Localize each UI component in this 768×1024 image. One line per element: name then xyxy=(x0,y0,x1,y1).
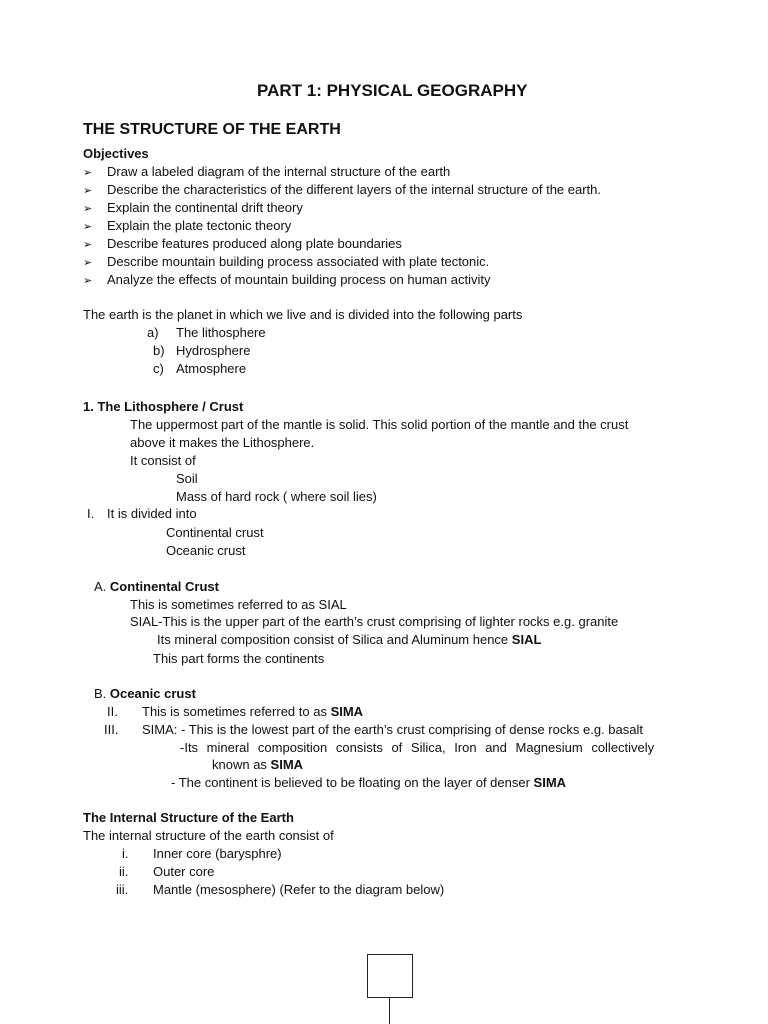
list-marker: iii. xyxy=(116,882,129,897)
arrow-bullet-icon: ➢ xyxy=(83,239,93,251)
lithosphere-heading: 1. The Lithosphere / Crust xyxy=(83,399,244,414)
list-marker: II. xyxy=(107,704,118,719)
objectives-heading: Objectives xyxy=(83,146,149,161)
consist-label: It consist of xyxy=(130,453,196,468)
arrow-bullet-icon: ➢ xyxy=(83,203,93,215)
internal-text: The internal structure of the earth consist of xyxy=(83,828,334,843)
internal-heading: The Internal Structure of the Earth xyxy=(83,810,294,825)
list-marker: III. xyxy=(104,722,119,737)
oceanic-floating: - The continent is believed to be floating on the layer of denser SIMA xyxy=(171,775,567,790)
objective-item: ➢ Explain the plate tectonic theory xyxy=(83,217,291,236)
lithosphere-desc-line2: above it makes the Lithosphere. xyxy=(130,435,315,450)
divided-line: I. It is divided into xyxy=(87,506,197,521)
continental-title: Continental Crust xyxy=(109,579,219,594)
arrow-bullet-icon: ➢ xyxy=(83,185,93,197)
intro-text: The earth is the planet in which we live and is divided into the following parts xyxy=(83,307,523,322)
list-marker: i. xyxy=(122,846,129,861)
arrow-bullet-icon: ➢ xyxy=(83,167,93,179)
objective-item: ➢ Describe features produced along plate boundaries xyxy=(83,235,402,254)
part-title: PART 1: PHYSICAL GEOGRAPHY xyxy=(257,81,528,100)
arrow-bullet-icon: ➢ xyxy=(83,221,93,233)
list-marker: a) xyxy=(147,325,159,340)
diagram-box xyxy=(367,954,413,998)
arrow-bullet-icon: ➢ xyxy=(83,257,93,269)
list-marker: ii. xyxy=(119,864,129,879)
objective-item: ➢ Draw a labeled diagram of the internal structure of the earth xyxy=(83,163,450,182)
continental-line2: SIAL-This is the upper part of the earth’s crust comprising of lighter rocks e.g. granite xyxy=(130,614,619,629)
list-item: i. Inner core (barysphre) xyxy=(122,846,282,861)
list-item: b) Hydrosphere xyxy=(153,343,251,358)
oceanic-item-2: II. This is sometimes referred to as SIMA xyxy=(107,704,364,719)
sima-term: SIMA xyxy=(533,775,567,790)
sial-term: SIAL xyxy=(511,632,542,647)
oceanic-composition: -Its mineral composition consists of Silica, Iron and Magnesium collectively xyxy=(180,740,655,755)
objective-item: ➢ Explain the continental drift theory xyxy=(83,199,303,218)
objective-item: ➢ Analyze the effects of mountain building process on human activity xyxy=(83,271,490,290)
list-marker: I. xyxy=(87,506,95,521)
divided-item: Oceanic crust xyxy=(166,543,246,558)
arrow-bullet-icon: ➢ xyxy=(83,275,93,287)
section-marker: B. xyxy=(94,686,107,701)
objective-item: ➢ Describe the characteristics of the different layers of the internal structure of the earth. xyxy=(83,181,601,200)
section-marker: A. xyxy=(94,579,107,594)
oceanic-item-3: III. SIMA: - This is the lowest part of the earth’s crust comprising of dense rocks e.g. basalt xyxy=(104,722,643,737)
sima-term: SIMA xyxy=(330,704,364,719)
sima-term: SIMA xyxy=(270,757,304,772)
oceanic-heading xyxy=(94,685,196,703)
list-item: a) The lithosphere xyxy=(147,325,266,340)
list-marker: c) xyxy=(153,361,164,376)
oceanic-title: Oceanic crust xyxy=(109,686,196,701)
divided-item: Continental crust xyxy=(166,525,264,540)
list-item: iii. Mantle (mesosphere) (Refer to the diagram below) xyxy=(116,882,445,897)
list-marker: b) xyxy=(153,343,165,358)
oceanic-known-as: known as SIMA xyxy=(212,757,304,772)
list-item: c) Atmosphere xyxy=(153,361,247,376)
lithosphere-desc-line1: The uppermost part of the mantle is solid. This solid portion of the mantle and the crust xyxy=(130,417,629,432)
consist-item: Mass of hard rock ( where soil lies) xyxy=(176,489,377,504)
section-title: THE STRUCTURE OF THE EARTH xyxy=(83,121,341,138)
continental-line3: Its mineral composition consist of Silica and Aluminum hence SIAL xyxy=(157,632,542,647)
list-item: ii. Outer core xyxy=(119,864,215,879)
objective-item: ➢ Describe mountain building process associated with plate tectonic. xyxy=(83,253,489,272)
consist-item: Soil xyxy=(176,471,198,486)
diagram-connector-line xyxy=(389,997,390,1024)
continental-heading xyxy=(94,578,219,596)
continental-line4: This part forms the continents xyxy=(153,651,325,666)
continental-line1: This is sometimes referred to as SIAL xyxy=(130,597,347,612)
